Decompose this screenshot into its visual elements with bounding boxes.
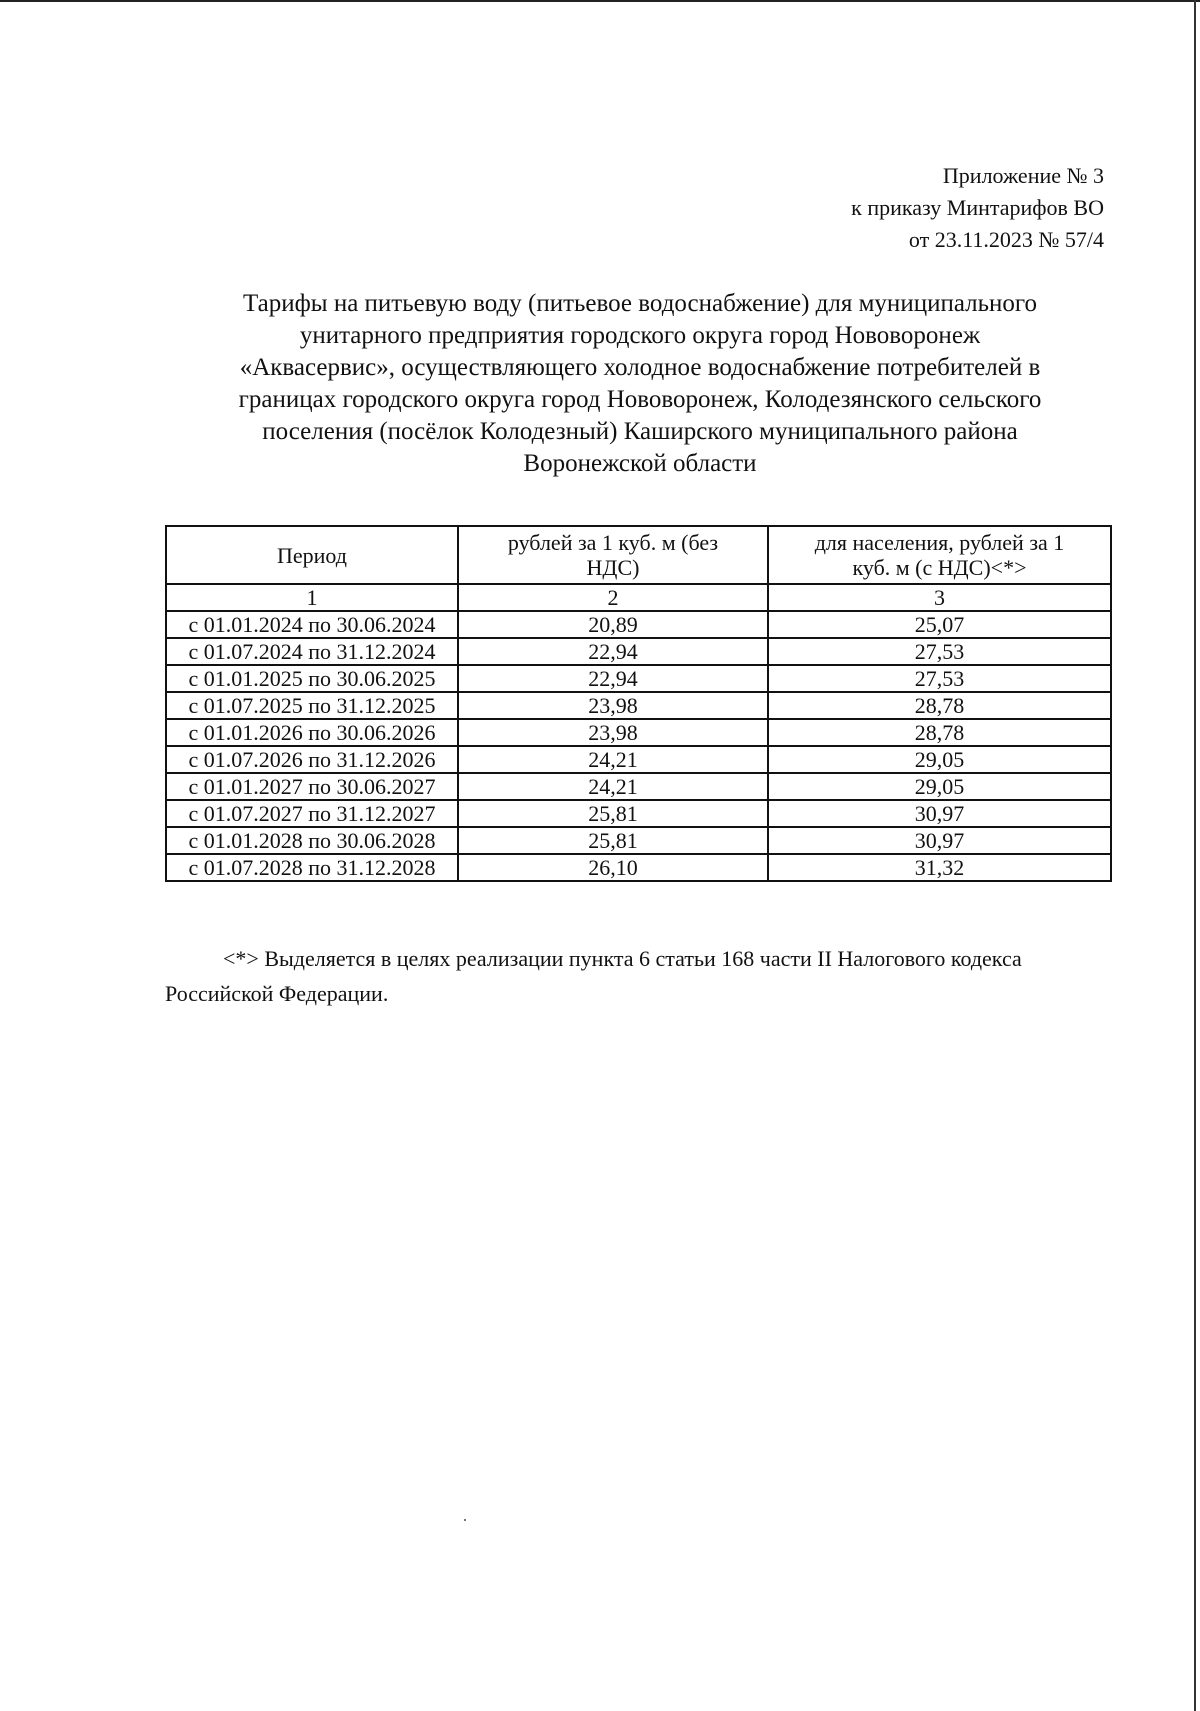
price-without-vat-cell: 23,98	[458, 719, 768, 746]
price-without-vat-cell: 25,81	[458, 827, 768, 854]
header-price-with-vat: для населения, рублей за 1 куб. м (с НДС)<*>	[768, 526, 1111, 584]
period-cell: с 01.01.2025 по 30.06.2025	[166, 665, 458, 692]
period-cell: с 01.01.2024 по 30.06.2024	[166, 611, 458, 638]
title-line: Тарифы на питьевую воду (питьевое водоснабжение) для муниципального	[242, 290, 1038, 317]
price-without-vat-cell: 22,94	[458, 665, 768, 692]
price-with-vat-cell: 25,07	[768, 611, 1111, 638]
table-row	[166, 719, 1111, 746]
period-cell: с 01.01.2028 по 30.06.2028	[166, 827, 458, 854]
price-with-vat-cell: 28,78	[768, 719, 1111, 746]
period-cell: с 01.01.2027 по 30.06.2027	[166, 773, 458, 800]
price-with-vat-cell: 30,97	[768, 800, 1111, 827]
column-number: 3	[768, 584, 1111, 611]
price-without-vat-cell: 26,10	[458, 854, 768, 881]
title-line: поселения (посёлок Колодезный) Каширского муниципального района	[262, 418, 1018, 445]
page-top-edge	[0, 0, 1200, 2]
price-without-vat-cell: 22,94	[458, 638, 768, 665]
price-without-vat-cell: 20,89	[458, 611, 768, 638]
price-with-vat-cell: 27,53	[768, 638, 1111, 665]
price-without-vat-cell: 25,81	[458, 800, 768, 827]
table-row	[166, 611, 1111, 638]
title-line: унитарного предприятия городского округа город Нововоронеж	[299, 322, 981, 349]
price-with-vat-cell: 27,53	[768, 665, 1111, 692]
table-row	[166, 827, 1111, 854]
title-line: Воронежской области	[523, 450, 757, 477]
price-with-vat-cell: 31,32	[768, 854, 1111, 881]
scan-speck	[464, 1519, 466, 1521]
period-cell: с 01.07.2026 по 31.12.2026	[166, 746, 458, 773]
title-line: границах городского округа город Нововоронеж, Колодезянского сельского	[238, 386, 1042, 413]
tariff-table	[165, 525, 1112, 882]
appendix-number: Приложение № 3	[942, 163, 1104, 188]
table-row	[166, 746, 1111, 773]
table-row	[166, 773, 1111, 800]
price-with-vat-cell: 29,05	[768, 746, 1111, 773]
column-number: 2	[458, 584, 768, 611]
price-without-vat-cell: 24,21	[458, 746, 768, 773]
document-title	[160, 288, 1120, 480]
header-price-without-vat: рублей за 1 куб. м (без НДС)	[458, 526, 768, 584]
appendix-reference	[851, 160, 1104, 256]
table-row	[166, 692, 1111, 719]
price-with-vat-cell: 30,97	[768, 827, 1111, 854]
period-cell: с 01.01.2026 по 30.06.2026	[166, 719, 458, 746]
period-cell: с 01.07.2024 по 31.12.2024	[166, 638, 458, 665]
appendix-order: к приказу Минтарифов ВО	[851, 195, 1104, 220]
table-row	[166, 854, 1111, 881]
table-row	[166, 638, 1111, 665]
column-number: 1	[166, 584, 458, 611]
vat-footnote: <*> Выделяется в целях реализации пункта 6 статьи 168 части II Налогового кодекса Российской Федерации.	[165, 946, 1022, 1006]
period-cell: с 01.07.2027 по 31.12.2027	[166, 800, 458, 827]
period-cell: с 01.07.2025 по 31.12.2025	[166, 692, 458, 719]
table-row	[166, 665, 1111, 692]
period-cell: с 01.07.2028 по 31.12.2028	[166, 854, 458, 881]
column-number-row	[166, 584, 1111, 611]
price-with-vat-cell: 28,78	[768, 692, 1111, 719]
price-without-vat-cell: 23,98	[458, 692, 768, 719]
price-without-vat-cell: 24,21	[458, 773, 768, 800]
price-with-vat-cell: 29,05	[768, 773, 1111, 800]
page-right-edge	[1194, 0, 1196, 1711]
header-period: Период	[166, 526, 458, 584]
table-header-row	[166, 526, 1111, 584]
title-line: «Аквасервис», осуществляющего холодное водоснабжение потребителей в	[239, 354, 1041, 381]
appendix-date: от 23.11.2023 № 57/4	[908, 227, 1104, 252]
table-row	[166, 800, 1111, 827]
